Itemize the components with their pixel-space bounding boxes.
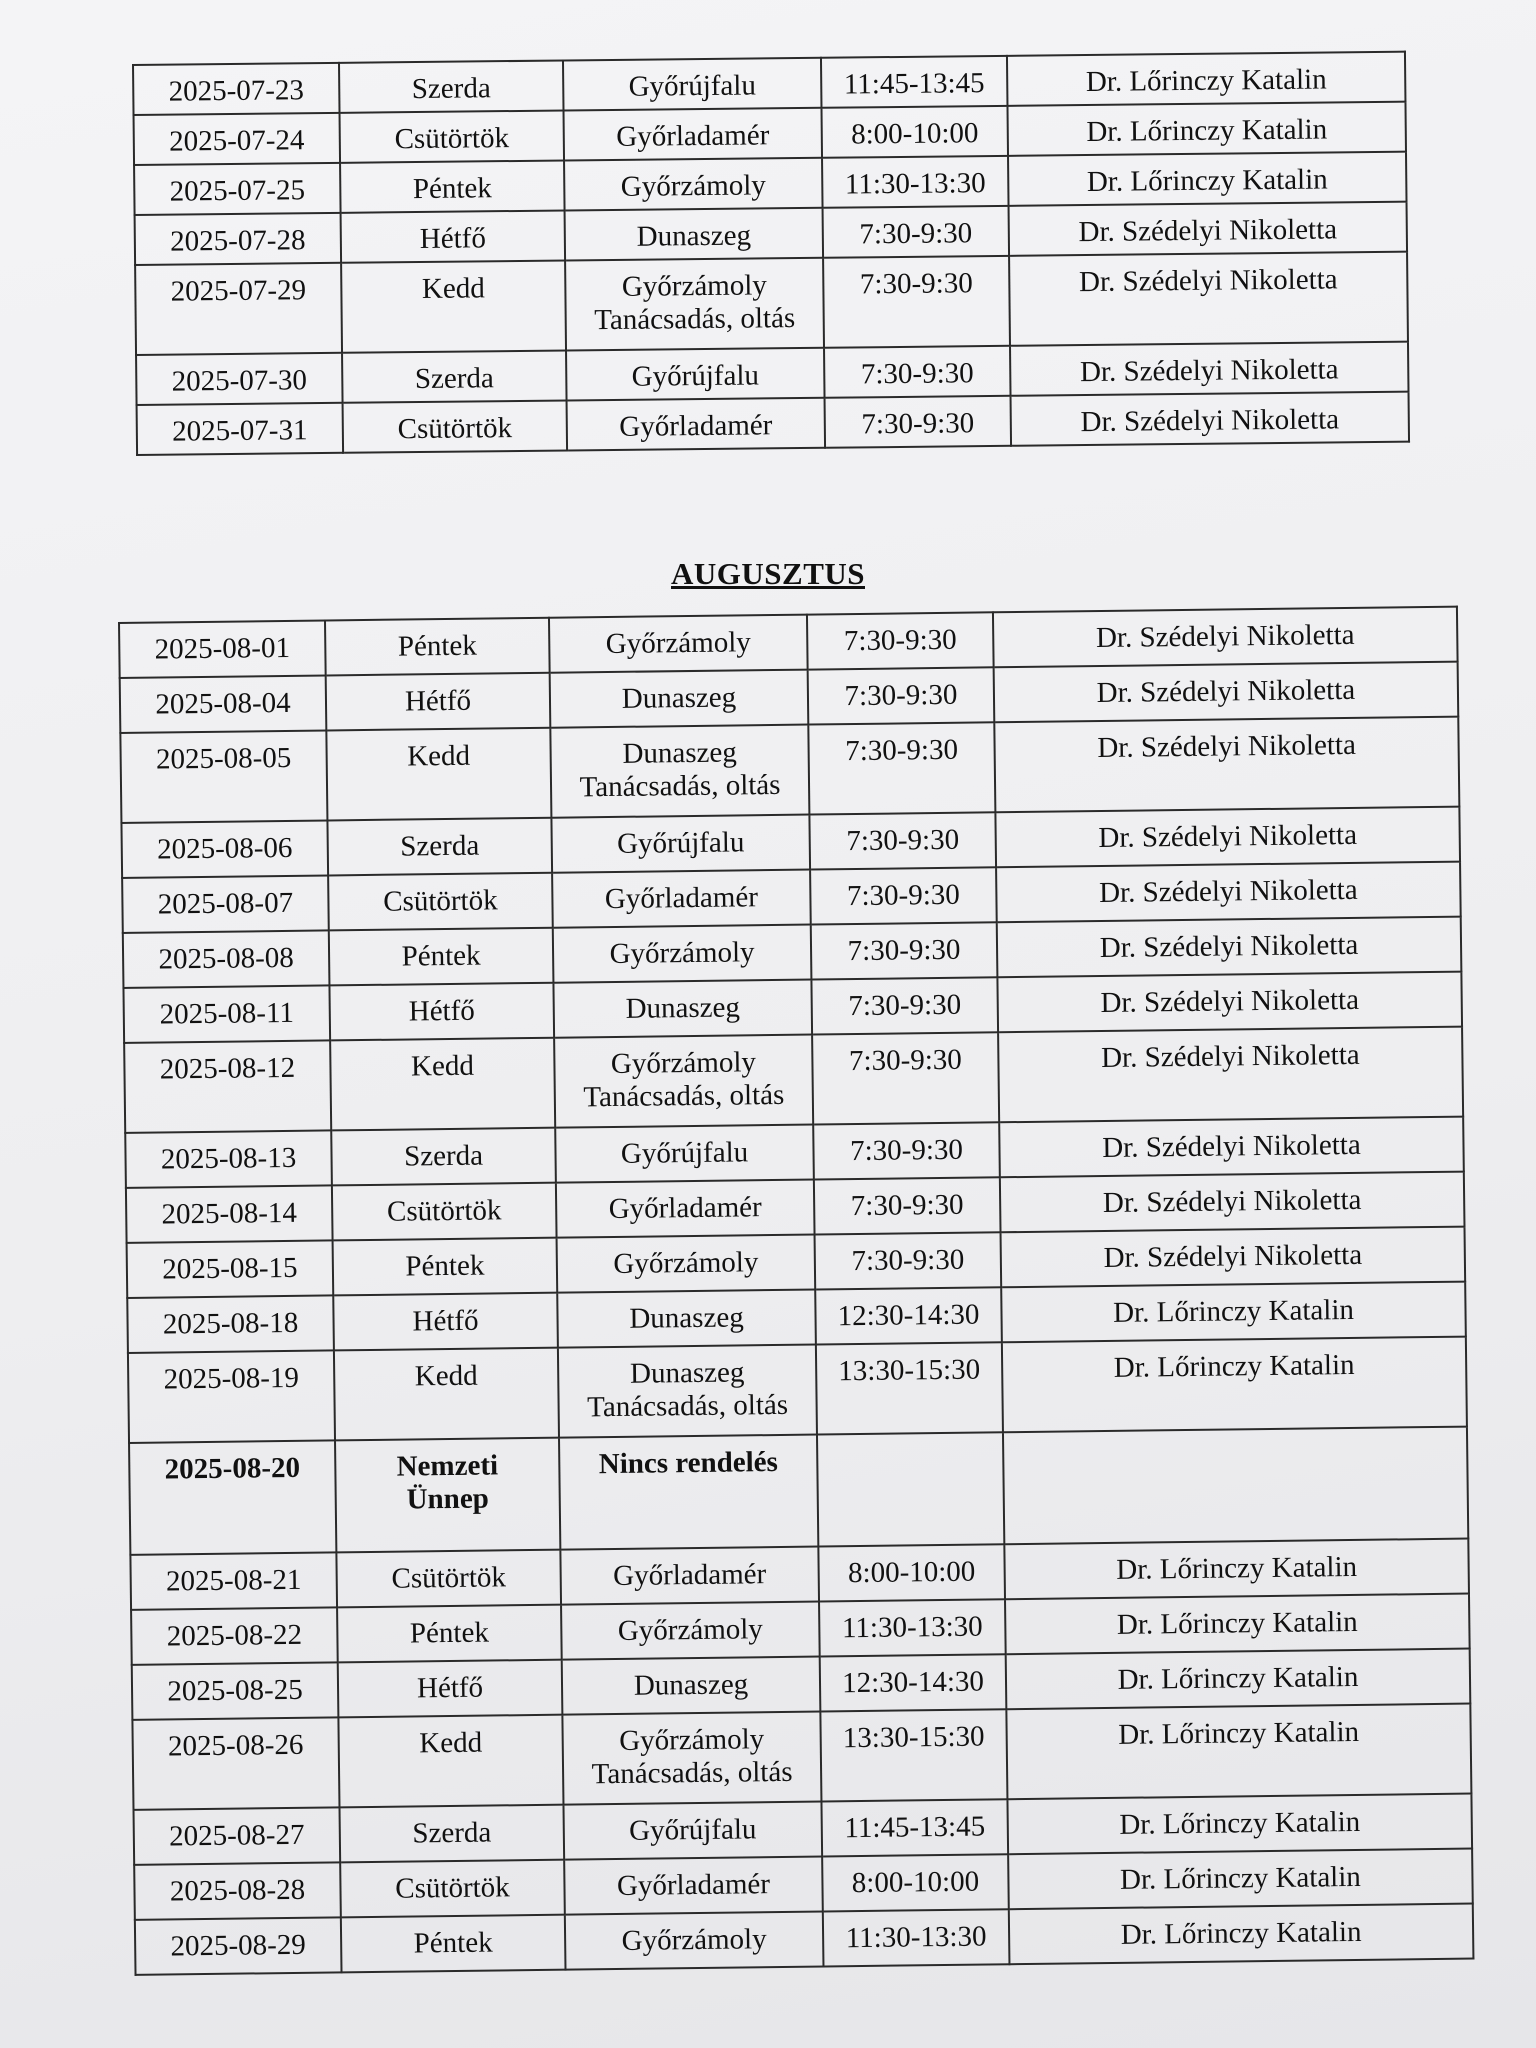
- location-cell-text: Győrladamér: [604, 881, 759, 916]
- day-cell: [342, 350, 567, 402]
- time-cell-text: 7:30-9:30: [848, 988, 962, 1023]
- time-cell: [821, 1799, 1008, 1856]
- doctor-cell-text: Dr. Lőrinczy Katalin: [1119, 1860, 1362, 1896]
- date-cell-text: 2025-08-14: [161, 1196, 298, 1231]
- time-cell-text: 8:00-10:00: [847, 1555, 976, 1590]
- location-cell: [559, 1435, 818, 1550]
- day-cell: [341, 210, 566, 262]
- location-cell-text: Győrladamér: [608, 1191, 762, 1226]
- july-schedule-table: [132, 51, 1410, 456]
- doctor-cell-text: Dr. Szédelyi Nikoletta: [1100, 1038, 1360, 1075]
- doctor-cell-text: Dr. Szédelyi Nikoletta: [1079, 353, 1339, 389]
- location-cell: [557, 1290, 816, 1348]
- date-cell: [135, 213, 342, 265]
- day-cell-text: Hétfő: [419, 222, 487, 255]
- doctor-cell-text: Dr. Szédelyi Nikoletta: [1095, 618, 1355, 655]
- time-cell: [820, 1709, 1007, 1801]
- location-cell-text: Dunaszeg: [625, 991, 741, 1025]
- day-cell: [329, 928, 554, 986]
- table-row: [128, 1337, 1467, 1443]
- day-cell-text: Szerda: [412, 1816, 492, 1850]
- doctor-cell-text: Dr. Lőrinczy Katalin: [1086, 163, 1328, 199]
- day-cell-text: Péntek: [405, 1249, 485, 1283]
- date-cell-text: 2025-08-04: [155, 686, 291, 721]
- date-cell-text: 2025-08-19: [163, 1361, 300, 1396]
- doctor-cell: [1003, 1427, 1468, 1545]
- location-cell: [551, 815, 810, 873]
- time-cell: [823, 256, 1010, 348]
- day-cell: [338, 1660, 563, 1718]
- time-cell-text: 7:30-9:30: [859, 267, 973, 301]
- doctor-cell-text: Dr. Szédelyi Nikoletta: [1100, 983, 1360, 1020]
- day-cell-subtext: Ünnep: [406, 1482, 490, 1516]
- date-cell: [120, 675, 327, 733]
- doctor-cell-text: Dr. Lőrinczy Katalin: [1085, 63, 1327, 99]
- doctor-cell: [1006, 1704, 1471, 1800]
- location-cell-subtext: Tanácsadás, oltás: [579, 769, 781, 804]
- doctor-cell: [1001, 1282, 1466, 1343]
- time-cell-text: 7:30-9:30: [846, 823, 960, 858]
- doctor-cell: [1010, 342, 1409, 396]
- doctor-cell: [1001, 1227, 1466, 1288]
- doctor-cell-text: Dr. Szédelyi Nikoletta: [1098, 873, 1358, 910]
- date-cell-text: 2025-07-31: [172, 414, 308, 448]
- time-cell: [811, 922, 998, 979]
- day-cell-text: Csütörtök: [386, 1194, 502, 1228]
- date-cell: [133, 63, 340, 115]
- location-cell: [558, 1345, 817, 1438]
- doctor-cell-text: Dr. Lőrinczy Katalin: [1116, 1605, 1358, 1641]
- location-cell-text: Dunaszeg: [622, 736, 738, 770]
- day-cell-text: Kedd: [421, 272, 485, 305]
- doctor-cell-text: Dr. Lőrinczy Katalin: [1112, 1293, 1355, 1329]
- time-cell-text: 11:45-13:45: [843, 67, 985, 101]
- location-cell-text: Győrladamér: [619, 409, 773, 443]
- doctor-cell: [994, 717, 1459, 813]
- day-cell: [337, 1605, 562, 1663]
- date-cell-text: 2025-08-13: [160, 1141, 297, 1176]
- time-cell: [822, 156, 1009, 208]
- time-cell: [824, 346, 1011, 398]
- location-cell-text: Győrzámoly: [605, 626, 751, 661]
- doctor-cell: [1009, 252, 1408, 346]
- location-cell-text: Győrzámoly: [621, 269, 768, 303]
- date-cell-text: 2025-07-29: [170, 274, 307, 308]
- date-cell: [134, 1807, 341, 1865]
- time-cell: [811, 977, 998, 1034]
- location-cell: [561, 1602, 820, 1660]
- doctor-cell-text: Dr. Szédelyi Nikoletta: [1096, 673, 1356, 710]
- location-cell-text: Nincs rendelés: [598, 1446, 779, 1481]
- location-cell-text: Győrzámoly: [610, 1046, 757, 1081]
- doctor-cell-text: Dr. Lőrinczy Katalin: [1119, 1805, 1361, 1841]
- date-cell-text: 2025-08-11: [159, 996, 295, 1031]
- location-cell-text: Győrzámoly: [621, 1923, 767, 1957]
- location-cell: [553, 980, 812, 1038]
- location-cell-text: Győrújfalu: [628, 69, 757, 103]
- location-cell-text: Győrújfalu: [616, 826, 745, 860]
- location-cell: [564, 158, 823, 211]
- location-cell-text: Győrújfalu: [620, 1136, 749, 1170]
- doctor-cell-text: Dr. Lőrinczy Katalin: [1117, 1660, 1359, 1696]
- day-cell: [340, 1860, 565, 1918]
- day-cell-text: Szerda: [411, 72, 491, 106]
- location-cell: [550, 670, 809, 728]
- time-cell-text: 11:30-13:30: [844, 167, 986, 201]
- time-cell-text: 8:00-10:00: [851, 1865, 980, 1900]
- day-cell: [341, 260, 566, 352]
- date-cell: [123, 930, 330, 988]
- time-cell-text: 7:30-9:30: [850, 1188, 964, 1223]
- date-cell: [137, 403, 344, 455]
- day-cell: [333, 1293, 558, 1351]
- date-cell-text: 2025-08-12: [159, 1051, 296, 1086]
- location-cell: [563, 1801, 822, 1859]
- doctor-cell: [995, 807, 1460, 868]
- date-cell-text: 2025-08-06: [156, 831, 293, 866]
- august-heading: AUGUSZTUS: [671, 556, 865, 591]
- day-cell-text: Péntek: [397, 629, 477, 663]
- date-cell: [124, 1040, 331, 1133]
- location-cell-subtext: Tanácsadás, oltás: [586, 1389, 789, 1424]
- doctor-cell-text: Dr. Szédelyi Nikoletta: [1098, 818, 1358, 855]
- time-cell-text: 7:30-9:30: [859, 217, 973, 251]
- doctor-cell: [997, 917, 1462, 978]
- table-row: [135, 252, 1408, 355]
- day-cell-text: Csütörtök: [394, 122, 510, 156]
- day-cell-text: Péntek: [401, 939, 481, 973]
- doctor-cell: [1004, 1539, 1469, 1600]
- day-cell: [335, 1438, 560, 1553]
- location-cell-text: Dunaszeg: [621, 681, 737, 715]
- time-cell-text: 12:30-14:30: [837, 1298, 980, 1333]
- day-cell: [339, 1805, 564, 1863]
- doctor-cell: [1009, 1904, 1474, 1965]
- doctor-cell-text: Dr. Szédelyi Nikoletta: [1102, 1128, 1361, 1165]
- time-cell-text: 11:30-13:30: [845, 1920, 987, 1955]
- day-cell-text: Hétfő: [416, 1671, 484, 1705]
- day-cell: [327, 818, 552, 876]
- day-cell: [332, 1183, 557, 1241]
- time-cell-text: 13:30-15:30: [838, 1353, 981, 1388]
- time-cell: [820, 1654, 1007, 1711]
- doctor-cell-text: Dr. Szédelyi Nikoletta: [1103, 1238, 1363, 1275]
- day-cell: [330, 1038, 555, 1131]
- time-cell: [814, 1177, 1001, 1234]
- doctor-cell-text: Dr. Szédelyi Nikoletta: [1097, 728, 1357, 765]
- location-cell: [565, 258, 824, 351]
- doctor-cell: [999, 1117, 1464, 1178]
- table-row: [132, 1704, 1471, 1810]
- time-cell-text: 7:30-9:30: [848, 1043, 962, 1078]
- time-cell-text: 7:30-9:30: [844, 678, 958, 713]
- date-cell-text: 2025-08-22: [166, 1618, 303, 1653]
- day-cell-text: Csütörtök: [395, 1871, 510, 1905]
- location-cell: [562, 1712, 821, 1805]
- time-cell: [825, 396, 1012, 448]
- location-cell-text: Győrzámoly: [619, 1723, 765, 1757]
- time-cell: [818, 1544, 1005, 1601]
- time-cell: [815, 1287, 1002, 1344]
- doctor-cell-text: Dr. Lőrinczy Katalin: [1113, 1348, 1355, 1384]
- location-cell: [565, 208, 824, 261]
- doctor-cell: [993, 607, 1458, 668]
- day-cell: [340, 110, 565, 162]
- location-cell: [565, 1911, 824, 1969]
- date-cell: [127, 1240, 334, 1298]
- date-cell-text: 2025-08-15: [162, 1251, 298, 1286]
- day-cell: [328, 873, 553, 931]
- location-cell: [564, 108, 823, 161]
- day-cell-text: Kedd: [407, 739, 471, 773]
- doctor-cell: [998, 1027, 1463, 1123]
- doctor-cell: [1007, 52, 1406, 106]
- location-cell: [556, 1180, 815, 1238]
- doctor-cell: [1009, 202, 1408, 256]
- date-cell: [135, 1917, 342, 1975]
- date-cell-text: 2025-07-28: [170, 224, 306, 258]
- day-cell: [333, 1238, 558, 1296]
- location-cell: [560, 1547, 819, 1605]
- date-cell: [134, 113, 341, 165]
- doctor-cell-text: Dr. Lőrinczy Katalin: [1118, 1715, 1360, 1751]
- table-row: [129, 1427, 1468, 1555]
- day-cell-text: Péntek: [409, 1616, 490, 1650]
- date-cell: [129, 1440, 336, 1555]
- date-cell: [127, 1295, 334, 1353]
- date-cell-text: 2025-08-08: [158, 941, 294, 976]
- date-cell: [125, 1130, 332, 1188]
- date-cell-text: 2025-07-24: [168, 124, 305, 158]
- location-cell: [563, 58, 822, 111]
- time-cell: [810, 867, 997, 924]
- day-cell-text: Péntek: [413, 1926, 493, 1960]
- time-cell: [823, 206, 1010, 258]
- august-rows: [119, 607, 1473, 1975]
- doctor-cell: [1011, 392, 1410, 446]
- doctor-cell: [994, 662, 1459, 723]
- time-cell-text: 13:30-15:30: [842, 1720, 985, 1755]
- day-cell: [325, 618, 550, 676]
- doctor-cell-text: Dr. Szédelyi Nikoletta: [1080, 403, 1340, 439]
- time-cell-text: 7:30-9:30: [846, 878, 960, 913]
- time-cell: [823, 1909, 1010, 1966]
- time-cell-text: 11:45-13:45: [844, 1810, 986, 1845]
- time-cell-text: 7:30-9:30: [861, 407, 975, 441]
- date-cell: [123, 985, 330, 1043]
- day-cell: [334, 1348, 559, 1441]
- location-cell-text: Győrzámoly: [609, 936, 755, 971]
- location-cell-subtext: Tanácsadás, oltás: [594, 302, 796, 337]
- day-cell: [339, 60, 564, 112]
- day-cell-text: Csütörtök: [391, 1561, 507, 1595]
- time-cell: [817, 1432, 1004, 1546]
- location-cell-text: Győrladamér: [616, 119, 770, 153]
- date-cell-text: 2025-08-29: [170, 1928, 307, 1963]
- day-cell-text: Kedd: [414, 1359, 478, 1393]
- location-cell-text: Győrzámoly: [620, 169, 766, 203]
- day-cell-text: Hétfő: [404, 684, 472, 718]
- day-cell-text: Szerda: [403, 1139, 484, 1173]
- date-cell: [119, 620, 326, 678]
- time-cell: [822, 1854, 1009, 1911]
- day-cell-text: Kedd: [419, 1726, 483, 1760]
- date-cell-text: 2025-08-01: [154, 631, 291, 666]
- time-cell-text: 7:30-9:30: [860, 357, 974, 391]
- time-cell: [809, 812, 996, 869]
- location-cell: [552, 870, 811, 928]
- location-cell: [567, 398, 826, 451]
- day-cell-text: Csütörtök: [397, 412, 513, 446]
- time-cell-text: 7:30-9:30: [843, 623, 957, 658]
- doctor-cell-text: Dr. Szédelyi Nikoletta: [1102, 1183, 1362, 1220]
- time-cell: [808, 722, 995, 814]
- location-cell-subtext: Tanácsadás, oltás: [591, 1756, 793, 1791]
- location-cell-text: Dunaszeg: [636, 219, 752, 253]
- day-cell: [336, 1550, 561, 1608]
- day-cell-text: Hétfő: [412, 1304, 479, 1338]
- doctor-cell-text: Dr. Szédelyi Nikoletta: [1099, 928, 1359, 965]
- doctor-cell-text: Dr. Szédelyi Nikoletta: [1078, 263, 1338, 299]
- date-cell: [136, 353, 343, 405]
- time-cell: [816, 1342, 1003, 1434]
- date-cell: [134, 163, 341, 215]
- time-cell-text: 7:30-9:30: [845, 733, 959, 768]
- doctor-cell: [1000, 1172, 1465, 1233]
- time-cell-text: 11:30-13:30: [841, 1610, 983, 1645]
- location-cell-text: Dunaszeg: [633, 1668, 749, 1702]
- time-cell-text: 7:30-9:30: [851, 1243, 965, 1278]
- location-cell: [564, 1856, 823, 1914]
- date-cell-text: 2025-08-28: [169, 1873, 306, 1908]
- date-cell-text: 2025-08-25: [167, 1673, 303, 1708]
- doctor-cell: [996, 862, 1461, 923]
- table-row: [120, 717, 1459, 823]
- doctor-cell: [997, 972, 1462, 1033]
- time-cell-text: 8:00-10:00: [850, 117, 979, 151]
- time-cell: [812, 1032, 999, 1124]
- date-cell: [134, 1862, 341, 1920]
- doctor-cell: [1006, 1649, 1471, 1710]
- location-cell: [555, 1125, 814, 1183]
- location-cell: [549, 615, 808, 673]
- date-cell: [122, 875, 329, 933]
- location-cell: [550, 725, 809, 818]
- location-cell-text: Győrzámoly: [613, 1246, 759, 1280]
- day-cell-text: Csütörtök: [383, 884, 498, 918]
- day-cell: [340, 160, 565, 212]
- day-cell-text: Péntek: [412, 172, 492, 206]
- location-cell-text: Dunaszeg: [629, 1356, 745, 1390]
- doctor-cell: [1008, 152, 1407, 206]
- date-cell: [121, 820, 328, 878]
- time-cell-text: 7:30-9:30: [847, 933, 961, 968]
- time-cell-text: 12:30-14:30: [841, 1665, 985, 1700]
- day-cell-text: Hétfő: [408, 994, 475, 1028]
- day-cell: [343, 400, 568, 452]
- date-cell-text: 2025-08-20: [164, 1451, 301, 1486]
- location-cell-text: Dunaszeg: [629, 1301, 744, 1335]
- doctor-cell: [1007, 102, 1406, 156]
- time-cell: [807, 612, 994, 669]
- day-cell: [329, 983, 554, 1041]
- day-cell: [326, 728, 551, 821]
- doctor-cell: [1005, 1594, 1470, 1655]
- location-cell-text: Győrzámoly: [617, 1613, 764, 1647]
- time-cell: [821, 106, 1008, 158]
- time-cell: [813, 1122, 1000, 1179]
- doctor-cell-text: Dr. Lőrinczy Katalin: [1120, 1915, 1362, 1951]
- time-cell: [821, 56, 1008, 108]
- location-cell: [553, 925, 812, 983]
- location-cell-text: Győrladamér: [616, 1868, 771, 1902]
- doctor-cell: [1008, 1849, 1473, 1910]
- doctor-cell-text: Dr. Lőrinczy Katalin: [1116, 1550, 1358, 1586]
- july-rows: [133, 52, 1409, 455]
- location-cell: [554, 1035, 813, 1128]
- date-cell-text: 2025-07-30: [171, 364, 308, 398]
- date-cell-text: 2025-07-23: [168, 74, 305, 108]
- doctor-cell: [1007, 1794, 1472, 1855]
- day-cell: [331, 1128, 556, 1186]
- doctor-cell: [1002, 1337, 1467, 1433]
- day-cell-text: Kedd: [410, 1049, 475, 1083]
- day-cell-text: Szerda: [400, 829, 480, 863]
- date-cell: [135, 263, 342, 355]
- day-cell: [326, 673, 551, 731]
- date-cell: [128, 1350, 335, 1443]
- day-cell-text: Szerda: [414, 362, 494, 396]
- date-cell-text: 2025-08-05: [155, 741, 292, 776]
- doctor-cell-text: Dr. Lőrinczy Katalin: [1086, 113, 1328, 149]
- location-cell-text: Győrladamér: [612, 1558, 767, 1593]
- time-cell: [815, 1232, 1002, 1289]
- day-cell: [338, 1715, 563, 1808]
- date-cell: [126, 1185, 333, 1243]
- location-cell: [562, 1657, 821, 1715]
- date-cell-text: 2025-08-21: [165, 1563, 302, 1598]
- table-row: [124, 1027, 1463, 1133]
- august-schedule-table: [118, 606, 1474, 1976]
- doctor-cell-text: Dr. Szédelyi Nikoletta: [1078, 213, 1338, 249]
- date-cell-text: 2025-08-26: [167, 1728, 304, 1763]
- day-cell-text: Nemzeti: [396, 1449, 499, 1483]
- date-cell-text: 2025-07-25: [169, 174, 306, 208]
- location-cell-text: Győrújfalu: [631, 359, 760, 393]
- time-cell: [808, 667, 995, 724]
- date-cell: [131, 1607, 338, 1665]
- time-cell-text: 7:30-9:30: [849, 1133, 964, 1168]
- location-cell: [566, 348, 825, 401]
- date-cell-text: 2025-08-18: [162, 1306, 299, 1341]
- location-cell: [557, 1235, 816, 1293]
- date-cell: [130, 1552, 337, 1610]
- date-cell: [132, 1662, 339, 1720]
- time-cell: [819, 1599, 1006, 1656]
- day-cell: [341, 1915, 566, 1973]
- location-cell-subtext: Tanácsadás, oltás: [583, 1079, 785, 1114]
- date-cell-text: 2025-08-07: [157, 886, 294, 921]
- location-cell-text: Győrújfalu: [628, 1813, 757, 1847]
- date-cell: [132, 1717, 339, 1810]
- date-cell: [120, 730, 327, 823]
- date-cell-text: 2025-08-27: [168, 1818, 305, 1853]
